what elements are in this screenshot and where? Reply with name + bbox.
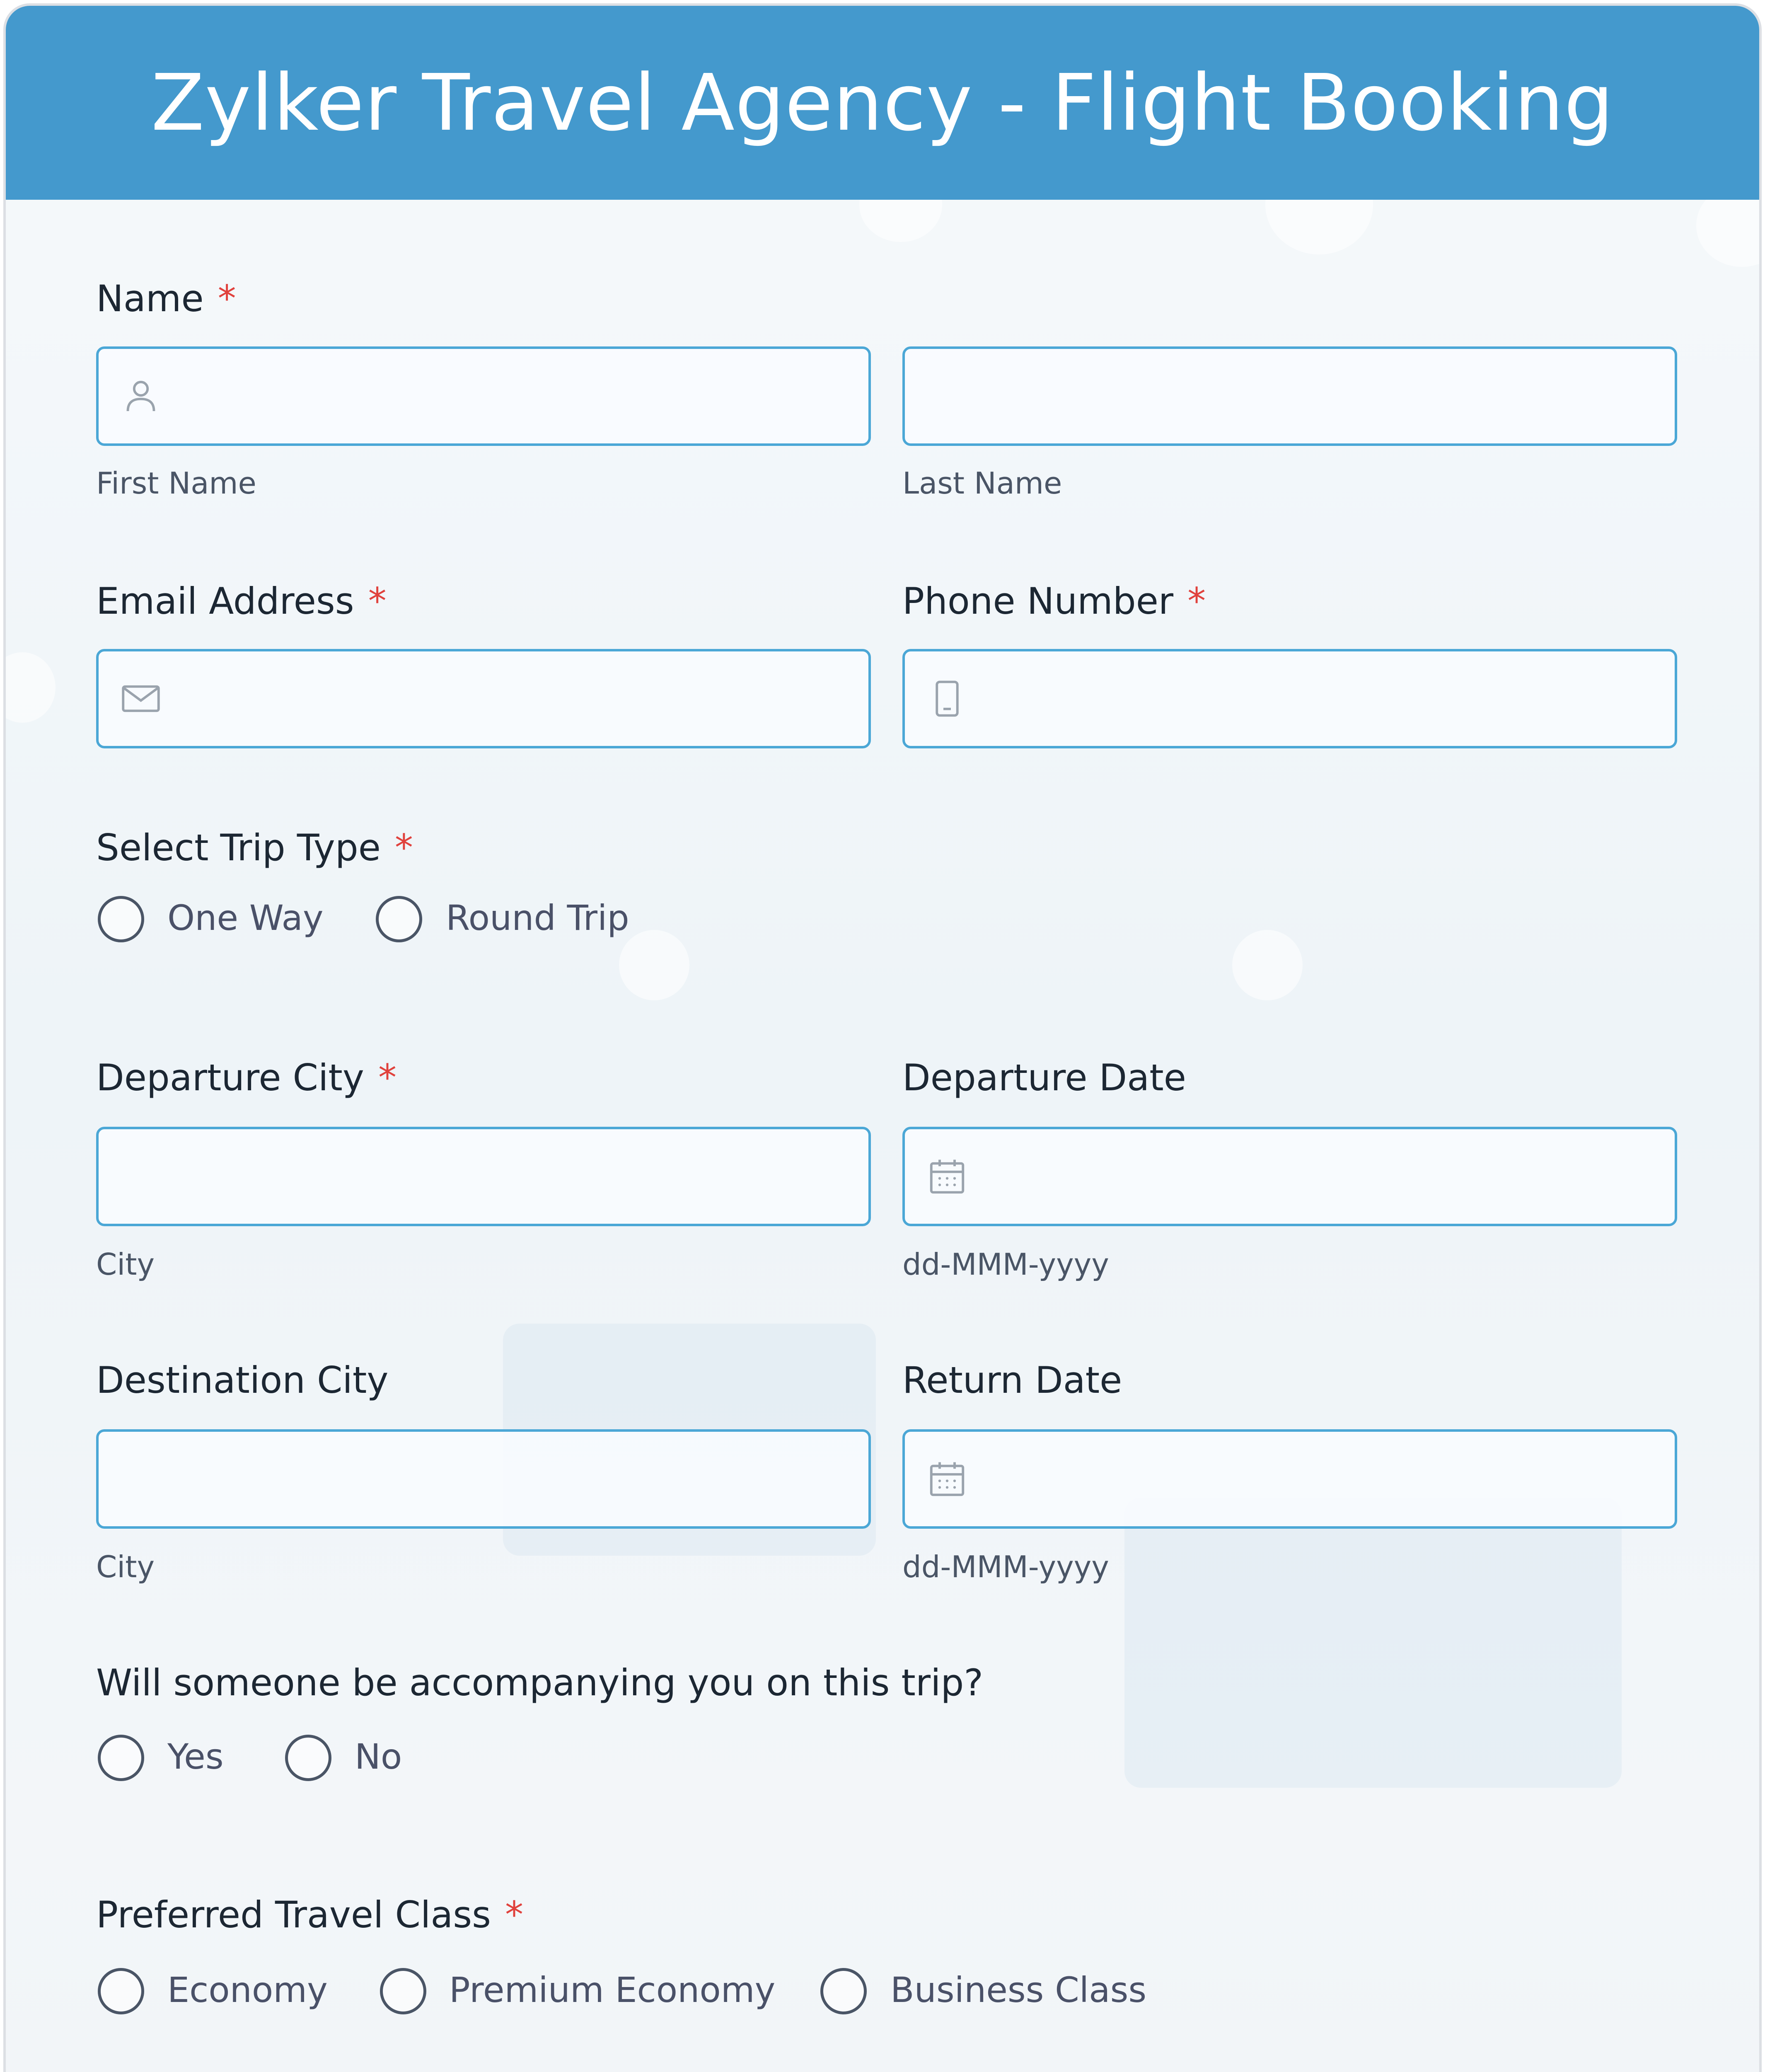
- name-label-text: Name: [96, 277, 204, 320]
- required-asterisk: *: [1187, 580, 1206, 622]
- radio-yes[interactable]: [98, 1735, 144, 1781]
- trip-type-label-text: Select Trip Type: [96, 826, 381, 869]
- option-label: One Way: [167, 898, 324, 938]
- destination-city-label: Destination City: [96, 1359, 389, 1402]
- option-label: Round Trip: [446, 898, 629, 938]
- phone-label: [902, 580, 1206, 622]
- first-name-sublabel: First Name: [96, 466, 256, 501]
- background-haze: [1124, 1498, 1622, 1788]
- departure-city-label: [96, 1056, 397, 1099]
- option-label: No: [355, 1736, 402, 1777]
- last-name-sublabel: Last Name: [902, 466, 1062, 501]
- radio-no[interactable]: [285, 1735, 331, 1781]
- trip-type-label: [96, 826, 413, 869]
- phone-label-text: Phone Number: [902, 580, 1174, 622]
- first-name-input[interactable]: [96, 346, 871, 446]
- destination-city-input[interactable]: [96, 1429, 871, 1529]
- return-date-label: Return Date: [902, 1359, 1122, 1402]
- radio-one-way[interactable]: [98, 896, 144, 942]
- travel-class-label: [96, 1893, 523, 1936]
- background-bokeh: [619, 930, 689, 1000]
- calendar-icon: [925, 1457, 970, 1501]
- option-label: Business Class: [890, 1970, 1147, 2010]
- departure-date-sublabel: dd-MMM-yyyy: [902, 1247, 1109, 1282]
- option-label: Economy: [167, 1970, 328, 2010]
- phone-input[interactable]: [902, 649, 1677, 748]
- radio-premium-economy[interactable]: [380, 1968, 426, 2014]
- email-label: [96, 580, 387, 622]
- form-card: [3, 3, 1762, 2072]
- radio-round-trip[interactable]: [376, 896, 422, 942]
- name-label: [96, 277, 236, 320]
- email-input[interactable]: [96, 649, 871, 748]
- required-asterisk: *: [378, 1056, 397, 1099]
- accompany-label: Will someone be accompanying you on this trip?: [96, 1661, 984, 1704]
- required-asterisk: *: [218, 277, 236, 320]
- user-icon: [118, 374, 163, 419]
- mail-icon: [118, 676, 163, 721]
- option-label: Premium Economy: [449, 1970, 776, 2010]
- return-date-sublabel: dd-MMM-yyyy: [902, 1549, 1109, 1584]
- departure-city-label-text: Departure City: [96, 1056, 364, 1099]
- required-asterisk: *: [505, 1893, 523, 1936]
- required-asterisk: *: [368, 580, 387, 622]
- radio-business-class[interactable]: [820, 1968, 867, 2014]
- travel-class-label-text: Preferred Travel Class: [96, 1893, 491, 1936]
- option-label: Yes: [167, 1736, 224, 1777]
- departure-date-label: Departure Date: [902, 1056, 1186, 1099]
- form-header: [6, 6, 1759, 200]
- background-bokeh: [3, 652, 56, 723]
- email-label-text: Email Address: [96, 580, 354, 622]
- departure-date-input[interactable]: [902, 1127, 1677, 1226]
- calendar-icon: [925, 1154, 970, 1199]
- departure-city-input[interactable]: [96, 1127, 871, 1226]
- background-bokeh: [1232, 930, 1303, 1000]
- radio-economy[interactable]: [98, 1968, 144, 2014]
- form-title: Zylker Travel Agency - Flight Booking: [151, 57, 1614, 148]
- departure-city-sublabel: City: [96, 1247, 155, 1282]
- mobile-phone-icon: [925, 676, 970, 721]
- last-name-input[interactable]: [902, 346, 1677, 446]
- required-asterisk: *: [394, 826, 413, 869]
- return-date-input[interactable]: [902, 1429, 1677, 1529]
- destination-city-sublabel: City: [96, 1549, 155, 1584]
